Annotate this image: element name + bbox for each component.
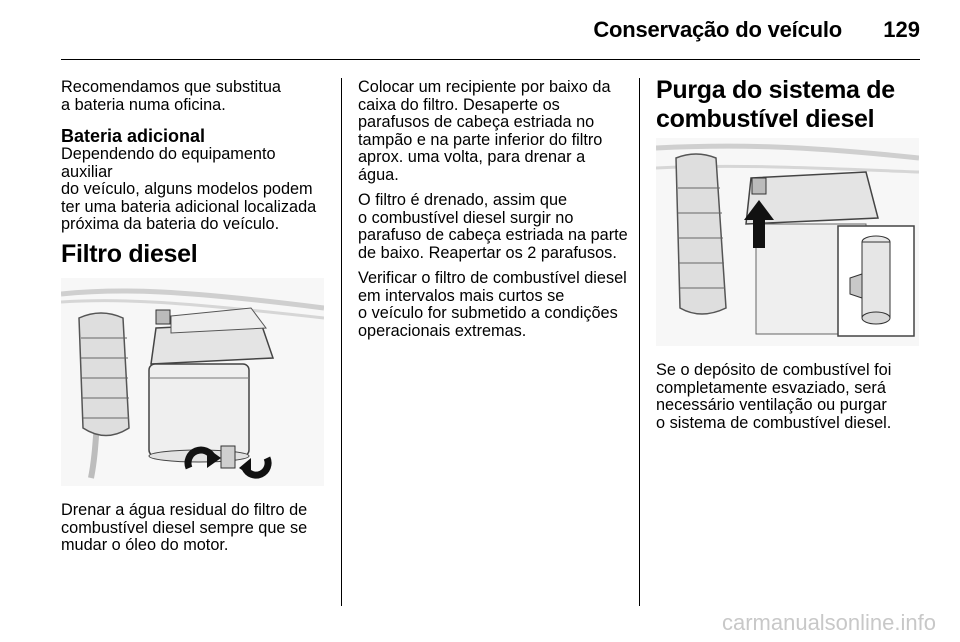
diesel-filter-heading: Filtro diesel <box>61 240 198 268</box>
intro-line: a bateria numa oficina. <box>61 95 226 114</box>
page-title: Conservação do veículo <box>593 17 842 42</box>
p3-line: Verificar o filtro de combustível diesel <box>358 269 627 287</box>
purge-heading-line: combustível diesel <box>656 105 875 133</box>
filter-caption <box>61 502 331 555</box>
purge-illustration <box>656 138 919 346</box>
p3-line: em intervalos mais curtos se <box>358 286 565 305</box>
intro-line: Recomendamos que substitua <box>61 78 281 96</box>
p2-line: O filtro é drenado, assim que <box>358 191 568 209</box>
caption-line: Drenar a água residual do filtro de <box>61 501 308 519</box>
purge-body-line: necessário ventilação ou purgar <box>656 396 887 414</box>
aux-battery-heading: Bateria adicional <box>61 126 206 146</box>
purge-body-line: Se o depósito de combustível foi <box>656 361 892 379</box>
aux-body-line: próxima da bateria do veículo. <box>61 215 280 233</box>
p1-line: Colocar um recipiente por baixo da <box>358 78 611 96</box>
caption-line: combustível diesel sempre que se <box>61 518 308 537</box>
p3-line: o veículo for submetido a condições <box>358 304 618 322</box>
page-number: 129 <box>883 17 920 42</box>
aux-body-line: do veículo, alguns modelos podem <box>61 180 313 198</box>
p1-line: aprox. uma volta, para drenar a água. <box>358 148 586 184</box>
column-divider-1 <box>341 78 342 606</box>
p1-line: caixa do filtro. Desaperte os <box>358 95 560 114</box>
p2-line: parafuso de cabeça estriada na parte <box>358 226 628 244</box>
column-1 <box>61 79 331 234</box>
diesel-filter-illustration <box>61 278 324 486</box>
p1-line: tampão e na parte inferior do filtro <box>358 130 603 149</box>
purge-body-line: completamente esvaziado, será <box>656 378 886 397</box>
purge-body-line: o sistema de combustível diesel. <box>656 413 892 432</box>
header-rule <box>61 59 920 60</box>
column-divider-2 <box>639 78 640 606</box>
p2-line: de baixo. Reapertar os 2 parafusos. <box>358 243 617 262</box>
purge-heading-line: Purga do sistema de <box>656 76 895 104</box>
column-2 <box>358 79 630 340</box>
caption-line: mudar o óleo do motor. <box>61 536 229 554</box>
p1-line: parafusos de cabeça estriada no <box>358 113 595 131</box>
p3-line: operacionais extremas. <box>358 321 527 340</box>
aux-body-line: ter uma bateria adicional localizada <box>61 197 317 216</box>
aux-body-line: Dependendo do equipamento auxiliar <box>61 145 276 181</box>
watermark: carmanualsonline.info <box>721 610 936 635</box>
purge-body <box>656 362 926 432</box>
purge-heading <box>656 76 926 134</box>
p2-line: o combustível diesel surgir no <box>358 208 574 227</box>
